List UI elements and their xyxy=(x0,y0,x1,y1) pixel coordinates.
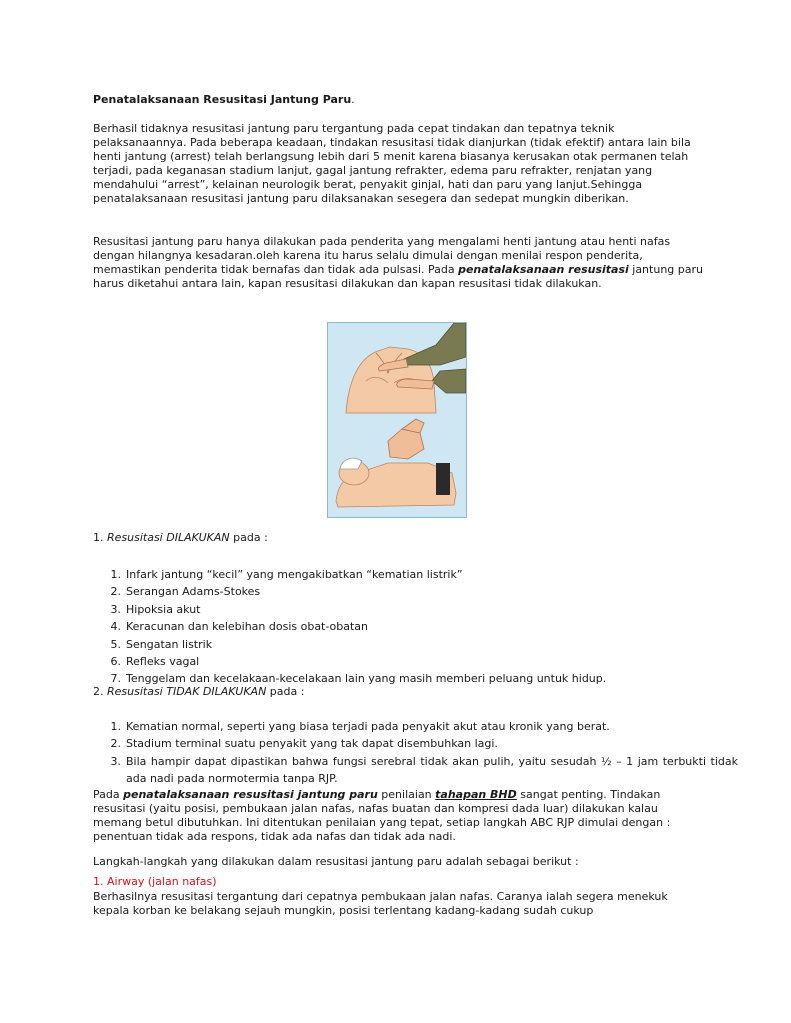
list-item-text: Infark jantung “kecil” yang mengakibatkan “kematian listrik” xyxy=(126,568,463,581)
list-dilakukan xyxy=(93,566,738,688)
bold-italic-term: penatalaksanaan resusitasi jantung paru xyxy=(123,788,378,801)
list-item xyxy=(110,583,738,600)
underlined-term: tahapan BHD xyxy=(435,788,517,801)
section-italic: Resusitasi DILAKUKAN xyxy=(107,531,230,544)
list-item-text: Serangan Adams-Stokes xyxy=(126,585,261,599)
list-item-text: Bila hampir dapat dipastikan bahwa fungsi serebral tidak akan pulih, yaitu sesudah ½ – 1 jam terbukti tidak ada nadi pada normotermia tanpa RJP. xyxy=(126,754,738,786)
list-item xyxy=(110,718,738,735)
list-item xyxy=(110,753,738,788)
bold-italic-term: penatalaksanaan resusitasi xyxy=(458,263,629,277)
text-run: hanya dilakukan pada penderita yang mengalami henti jantung atau henti nafas dengan hilangnya kesadaran.oleh karena itu harus selalu dimulai dengan menilai respon penderita, memastikan penderita tidak bernafas dan tidak ada pulsasi. Pada xyxy=(93,235,671,277)
page-title xyxy=(93,93,705,107)
text-run: tergantung dari cepatnya pembukaan jalan nafas. Caranya ialah segera menekuk kepala korban ke belakang sejauh mungkin, posisi terlentang kadang-kadang sudah cukup xyxy=(93,890,668,918)
airway-heading: 1. Airway (jalan nafas) xyxy=(93,875,217,888)
text-run: Berhasil tidaknya xyxy=(93,122,192,135)
list-number: 4. xyxy=(110,620,121,634)
list-item-text: Stadium terminal suatu penyakit yang tak dapat disembuhkan lagi. xyxy=(126,737,498,751)
text-run: Pada xyxy=(93,788,124,801)
section-italic: Resusitasi TIDAK DILAKUKAN xyxy=(107,685,267,698)
section-number: 1. xyxy=(93,531,107,544)
list-number: 2. xyxy=(110,585,121,599)
title-period: . xyxy=(351,93,355,106)
list-number: 2. xyxy=(110,737,121,751)
list-item-text: Kematian normal, seperti yang biasa terjadi pada penyakit akut atau kronik yang berat. xyxy=(126,720,610,733)
link-resusitasi-jantung-paru[interactable]: resusitasi jantung paru xyxy=(191,122,319,135)
text-run: tergantung pada cepat tindakan dan tepatnya teknik pelaksanaannya. Pada beberapa keadaan, tindakan resusitasi tidak dianjurkan (tidak efektif) antara lain bila henti jantung (arrest) telah berlangsung lebih dari 5 menit karena biasanya kerusakan otak permanen telah terjadi, pada keganasan stadium lanjut, gagal jantung refrakter, edema paru refrakter, renjatan yang mendahului “arrest”, kelainan neurologik berat, penyakit ginjal, hati dan paru yang lanjut.Sehingga xyxy=(93,122,691,192)
link-resusitasi[interactable]: resusitasi xyxy=(160,890,214,903)
cpr-illustration xyxy=(327,322,467,518)
text-run: Berhasilnya xyxy=(93,890,161,903)
list-item-text: Tenggelam dan kecelakaan-kecelakaan lain yang masih memberi peluang untuk hidup. xyxy=(126,672,607,686)
list-item-text: Sengatan listrik xyxy=(126,637,213,651)
paragraph-langkah xyxy=(93,855,705,869)
list-number: 1. xyxy=(110,568,121,581)
paragraph-intro xyxy=(93,122,705,207)
link-resusitasi-jantung-paru-2[interactable]: Resusitasi jantung paru xyxy=(93,235,223,248)
list-number: 5. xyxy=(110,637,121,651)
list-item xyxy=(110,735,738,752)
paragraph-penilaian xyxy=(93,788,705,844)
list-item xyxy=(110,636,738,653)
list-item-text: Hipoksia akut xyxy=(126,602,201,616)
list-item xyxy=(110,653,738,670)
list-number: 3. xyxy=(110,602,121,616)
link-penatalaksanaan[interactable]: penatalaksanaan resusitasi jantung paru xyxy=(93,192,318,206)
link-langkah-langkah[interactable]: Langkah-langkah xyxy=(93,855,188,868)
list-item-text: Keracunan dan kelebihan dosis obat-obatan xyxy=(126,620,369,634)
list-item-text: Refleks vagal xyxy=(126,655,200,669)
list-number: 7. xyxy=(110,672,121,686)
title-text: Penatalaksanaan Resusitasi Jantung Paru xyxy=(93,93,352,106)
text-run: dilaksanakan sesegera dan sedepat mungkin diberikan. xyxy=(317,192,629,206)
paragraph-airway xyxy=(93,890,705,918)
rescuer-hand-lower xyxy=(397,379,434,389)
paragraph-when xyxy=(93,235,705,291)
text-run: sangat penting. Tindakan resusitasi (yaitu posisi, pembukaan jalan nafas, nafas buatan dan kompresi dada luar) dilakukan kalau memang betul dibutuhkan. Ini ditentukan penilaian yang tepat, setiap langkah ABC RJP dimulai dengan : penentuan tidak ada respons, tidak ada nafas dan tidak ada nadi. xyxy=(93,788,671,844)
list-item xyxy=(110,601,738,618)
list-item xyxy=(110,566,738,583)
list-item xyxy=(110,618,738,635)
list-number: 3. xyxy=(110,754,121,768)
text-run: jantung paru harus diketahui antara lain, kapan resusitasi dilakukan dan kapan resusitasi tidak dilakukan. xyxy=(93,263,703,291)
text-run: penilaian xyxy=(377,788,436,801)
text-run: yang dilakukan dalam resusitasi jantung paru adalah sebagai berikut : xyxy=(187,855,579,868)
list-tidak-dilakukan xyxy=(93,718,738,788)
list-number: 1. xyxy=(110,720,121,733)
link-tahapan-bhd[interactable] xyxy=(435,788,517,801)
section-number: 2. xyxy=(93,685,107,698)
cpr-illustration-svg xyxy=(328,323,466,517)
section-heading-tidak-dilakukan xyxy=(93,685,304,699)
section-tail: pada : xyxy=(229,531,268,544)
list-number: 6. xyxy=(110,655,121,669)
patient-belt xyxy=(436,463,450,495)
section-tail: pada : xyxy=(266,685,305,698)
section-heading-dilakukan xyxy=(93,531,268,545)
